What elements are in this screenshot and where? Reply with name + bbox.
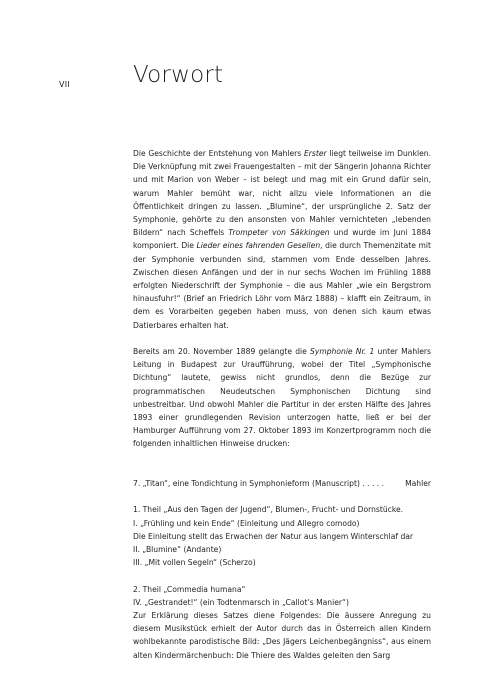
text-span: Die Geschichte der Entstehung von Mahlers <box>133 149 304 158</box>
part2-title: 2. Theil „Commedia humana“ <box>133 584 246 594</box>
page-title: Vorwort <box>133 62 224 88</box>
preface-body <box>133 147 431 662</box>
emphasis: Symphonie Nr. 1 <box>310 347 375 357</box>
movement-line: III. „Mit vollen Segeln“ (Scherzo) <box>133 558 256 568</box>
part1-title: 1. Theil „Aus den Tagen der Jugend“, Blumen-, Frucht- und Dornstücke. <box>133 505 404 515</box>
movement-explanation: Zur Erklärung dieses Satzes diene Folgendes: Die äussere Anregung zu diesem Musikstück erhielt der Autor durch das in Österreich allen Kindern wohlbekannte parodistische Bild: „Des Jägers Leichenbegängniss“, aus einem alten Kindermärchenbuch: Die Thiere des Waldes geleiten den Sarg <box>133 611 431 660</box>
emphasis: Erster <box>303 149 327 158</box>
program-title: 7. „Titan“, eine Tondichtung in Symphonieform (Manuscript) . . . . . <box>133 479 385 489</box>
paragraph-premiere <box>133 345 431 451</box>
emphasis: Trompeter von Säkkingen <box>228 228 330 238</box>
movement-line: I. „Frühling und kein Ende“ (Einleitung und Allegro comodo) <box>133 518 360 528</box>
text-span: liegt teilweise im Dunklen. Die Verknüpfung mit zwei Frauengestalten – mit der Sängerin Johanna Richter und mit Marion von Weber – ist belegt und mag mit ein Grund dafür sein, warum Mahler bemüht war, nicht allzu viele Informationen an die Öffentlichkeit dringen zu lassen. „Blumine“, der ursprüngliche 2. Satz der Symphonie, gehörte zu den ansonsten von Mahler vernichteten „lebenden Bildern“ nach Scheffels <box>133 149 431 238</box>
page-number: VII <box>59 80 71 89</box>
text-span: , die durch Themenzitate mit der Symphonie verbunden sind, stammen vom Ende desselben Jahres. Zwischen diesen Anfängen und der in nur sechs Wochen im Frühling 1888 erfolgten Niederschrift der Symphonie – die aus Mahler „wie ein Bergstrom hinausfuhr!“ (Brief an Friedrich Löhr vom März 1888) – klafft ein Zeitraum, in dem es Vorarbeiten gegeben haben muss, von denen sich kaum etwas Datierbares erhalten hat. <box>133 241 431 330</box>
emphasis: Lieder eines fahrenden Gesellen <box>196 241 321 251</box>
movement-line: IV. „Gestrandet!“ (ein Todtenmarsch in „Callot’s Manier“) <box>133 597 349 607</box>
movement-note: Die Einleitung stellt das Erwachen der Natur aus langem Winterschlaf dar <box>133 531 414 541</box>
text-span: Bereits am 20. November 1889 gelangte die <box>133 347 311 357</box>
text-span: und wurde im Juni 1884 komponiert. Die <box>133 228 431 251</box>
paragraph-origin <box>133 147 431 332</box>
movement-line: II. „Blumine“ (Andante) <box>133 545 222 555</box>
program-heading <box>133 477 431 490</box>
text-span: unter Mahlers Leitung in Budapest zur Uraufführung, wobei der Titel „Symphonische Dichtung“ lautete, gewiss nicht grundlos, denn die Bezüge zur programmatischen Neudeutschen Symphonischen Dichtung sind unbestreitbar. Und obwohl Mahler die Partitur in der ersten Hälfte des Jahres 1893 einer grundlegenden Revision unterzogen hatte, ließ er bei der Hamburger Aufführung vom 27. Oktober 1893 im Konzertprogramm noch die folgenden inhaltlichen Hinweise drucken: <box>133 347 432 449</box>
program-composer: Mahler <box>405 479 431 489</box>
